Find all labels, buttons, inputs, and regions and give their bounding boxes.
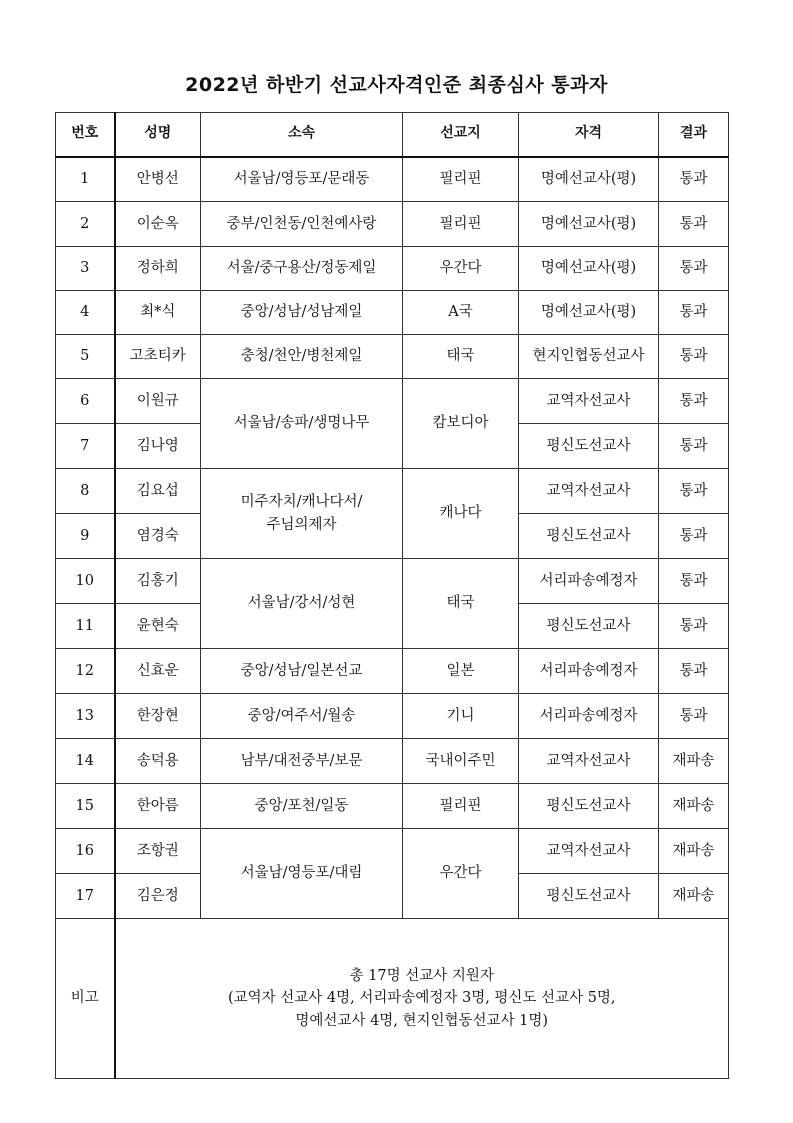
row-result: 재파송 xyxy=(659,874,729,919)
row-number: 16 xyxy=(56,829,115,874)
page-title: 2022년 하반기 선교사자격인준 최종심사 통과자 xyxy=(185,74,608,96)
row-result: 통과 xyxy=(659,157,729,202)
row-mission-field: 필리핀 xyxy=(403,784,519,829)
row-result: 통과 xyxy=(659,379,729,424)
row-affiliation: 서울남/송파/생명나무 xyxy=(201,379,403,469)
row-mission-field: 기니 xyxy=(403,694,519,739)
table-row xyxy=(56,739,729,784)
affiliation-line: 주님의제자 xyxy=(266,516,337,533)
row-result: 통과 xyxy=(659,202,729,247)
row-affiliation: 서울남/영등포/대림 xyxy=(201,829,403,919)
row-name: 고초티카 xyxy=(115,335,201,379)
row-name: 한아름 xyxy=(115,784,201,829)
row-result: 통과 xyxy=(659,424,729,469)
row-qualification: 평신도선교사 xyxy=(519,604,659,649)
row-number: 5 xyxy=(56,335,115,379)
row-affiliation: 서울남/강서/성현 xyxy=(201,559,403,649)
table-row xyxy=(56,379,729,424)
table-row xyxy=(56,157,729,202)
row-affiliation: 중부/인천동/인천예사랑 xyxy=(201,202,403,247)
row-qualification: 평신도선교사 xyxy=(519,874,659,919)
row-number: 8 xyxy=(56,469,115,514)
table-row xyxy=(56,649,729,694)
row-affiliation: 서울/중구용산/정동제일 xyxy=(201,247,403,291)
table-row xyxy=(56,335,729,379)
table-row xyxy=(56,469,729,514)
row-mission-field: 필리핀 xyxy=(403,157,519,202)
row-qualification: 평신도선교사 xyxy=(519,424,659,469)
row-result: 재파송 xyxy=(659,739,729,784)
row-affiliation: 남부/대전중부/보문 xyxy=(201,739,403,784)
row-result: 통과 xyxy=(659,559,729,604)
row-result: 통과 xyxy=(659,604,729,649)
row-number: 13 xyxy=(56,694,115,739)
header-mission-field: 선교지 xyxy=(403,113,519,157)
row-qualification: 서리파송예정자 xyxy=(519,694,659,739)
remarks-line: 명예선교사 4명, 현지인협동선교사 1명) xyxy=(295,1012,549,1029)
header-result: 결과 xyxy=(659,113,729,157)
row-mission-field: A국 xyxy=(403,291,519,335)
row-qualification: 교역자선교사 xyxy=(519,739,659,784)
remarks-line: 총 17명 선교사 지원자 xyxy=(349,967,494,984)
row-name: 최*식 xyxy=(115,291,201,335)
remarks-line: (교역자 선교사 4명, 서리파송예정자 3명, 평신도 선교사 5명, xyxy=(227,990,616,1007)
row-number: 17 xyxy=(56,874,115,919)
row-qualification: 명예선교사(평) xyxy=(519,157,659,202)
row-affiliation: 중앙/여주서/월송 xyxy=(201,694,403,739)
row-result: 통과 xyxy=(659,291,729,335)
row-name: 신효운 xyxy=(115,649,201,694)
remarks-content xyxy=(115,919,729,1079)
row-result: 재파송 xyxy=(659,829,729,874)
row-number: 7 xyxy=(56,424,115,469)
row-result: 통과 xyxy=(659,335,729,379)
remarks-label: 비고 xyxy=(56,919,115,1079)
row-name: 정하희 xyxy=(115,247,201,291)
row-number: 9 xyxy=(56,514,115,559)
table-row xyxy=(56,784,729,829)
row-number: 11 xyxy=(56,604,115,649)
row-name: 송덕용 xyxy=(115,739,201,784)
row-name: 김은정 xyxy=(115,874,201,919)
row-affiliation: 중앙/성남/일본선교 xyxy=(201,649,403,694)
row-name: 한장현 xyxy=(115,694,201,739)
row-number: 15 xyxy=(56,784,115,829)
row-qualification: 평신도선교사 xyxy=(519,784,659,829)
row-name: 김나영 xyxy=(115,424,201,469)
table-row xyxy=(56,829,729,874)
table-row xyxy=(56,694,729,739)
row-number: 14 xyxy=(56,739,115,784)
row-number: 6 xyxy=(56,379,115,424)
row-qualification: 서리파송예정자 xyxy=(519,649,659,694)
row-qualification: 교역자선교사 xyxy=(519,829,659,874)
row-qualification: 명예선교사(평) xyxy=(519,202,659,247)
header-qualification: 자격 xyxy=(519,113,659,157)
roster-table xyxy=(55,112,729,1079)
row-mission-field: 우간다 xyxy=(403,829,519,919)
header-number: 번호 xyxy=(56,113,115,157)
header-name: 성명 xyxy=(115,113,201,157)
row-number: 10 xyxy=(56,559,115,604)
row-affiliation xyxy=(201,469,403,559)
row-affiliation: 중앙/포천/일동 xyxy=(201,784,403,829)
row-mission-field: 캄보디아 xyxy=(403,379,519,469)
row-result: 통과 xyxy=(659,649,729,694)
row-number: 3 xyxy=(56,247,115,291)
row-number: 12 xyxy=(56,649,115,694)
table-row xyxy=(56,559,729,604)
row-qualification: 평신도선교사 xyxy=(519,514,659,559)
row-result: 통과 xyxy=(659,514,729,559)
row-qualification: 서리파송예정자 xyxy=(519,559,659,604)
row-affiliation: 서울남/영등포/문래동 xyxy=(201,157,403,202)
row-mission-field: 캐나다 xyxy=(403,469,519,559)
row-affiliation: 충청/천안/병천제일 xyxy=(201,335,403,379)
row-qualification: 교역자선교사 xyxy=(519,379,659,424)
row-name: 김홍기 xyxy=(115,559,201,604)
row-mission-field: 우간다 xyxy=(403,247,519,291)
row-qualification: 명예선교사(평) xyxy=(519,291,659,335)
remarks-row xyxy=(56,919,729,1079)
row-mission-field: 태국 xyxy=(403,335,519,379)
row-name: 이순옥 xyxy=(115,202,201,247)
row-result: 재파송 xyxy=(659,784,729,829)
row-affiliation: 중앙/성남/성남제일 xyxy=(201,291,403,335)
row-mission-field: 필리핀 xyxy=(403,202,519,247)
row-number: 4 xyxy=(56,291,115,335)
row-result: 통과 xyxy=(659,247,729,291)
row-number: 1 xyxy=(56,157,115,202)
row-qualification: 명예선교사(평) xyxy=(519,247,659,291)
row-name: 윤현숙 xyxy=(115,604,201,649)
header-affiliation: 소속 xyxy=(201,113,403,157)
row-name: 조항권 xyxy=(115,829,201,874)
row-number: 2 xyxy=(56,202,115,247)
table-row xyxy=(56,202,729,247)
row-name: 안병선 xyxy=(115,157,201,202)
row-name: 이원규 xyxy=(115,379,201,424)
row-name: 염경숙 xyxy=(115,514,201,559)
header-row xyxy=(56,113,729,157)
row-mission-field: 태국 xyxy=(403,559,519,649)
row-qualification: 교역자선교사 xyxy=(519,469,659,514)
table-row xyxy=(56,247,729,291)
row-result: 통과 xyxy=(659,694,729,739)
row-mission-field: 일본 xyxy=(403,649,519,694)
row-qualification: 현지인협동선교사 xyxy=(519,335,659,379)
row-mission-field: 국내이주민 xyxy=(403,739,519,784)
table-row xyxy=(56,291,729,335)
row-result: 통과 xyxy=(659,469,729,514)
row-name: 김요섭 xyxy=(115,469,201,514)
affiliation-line: 미주자치/캐나다서/ xyxy=(240,494,363,511)
